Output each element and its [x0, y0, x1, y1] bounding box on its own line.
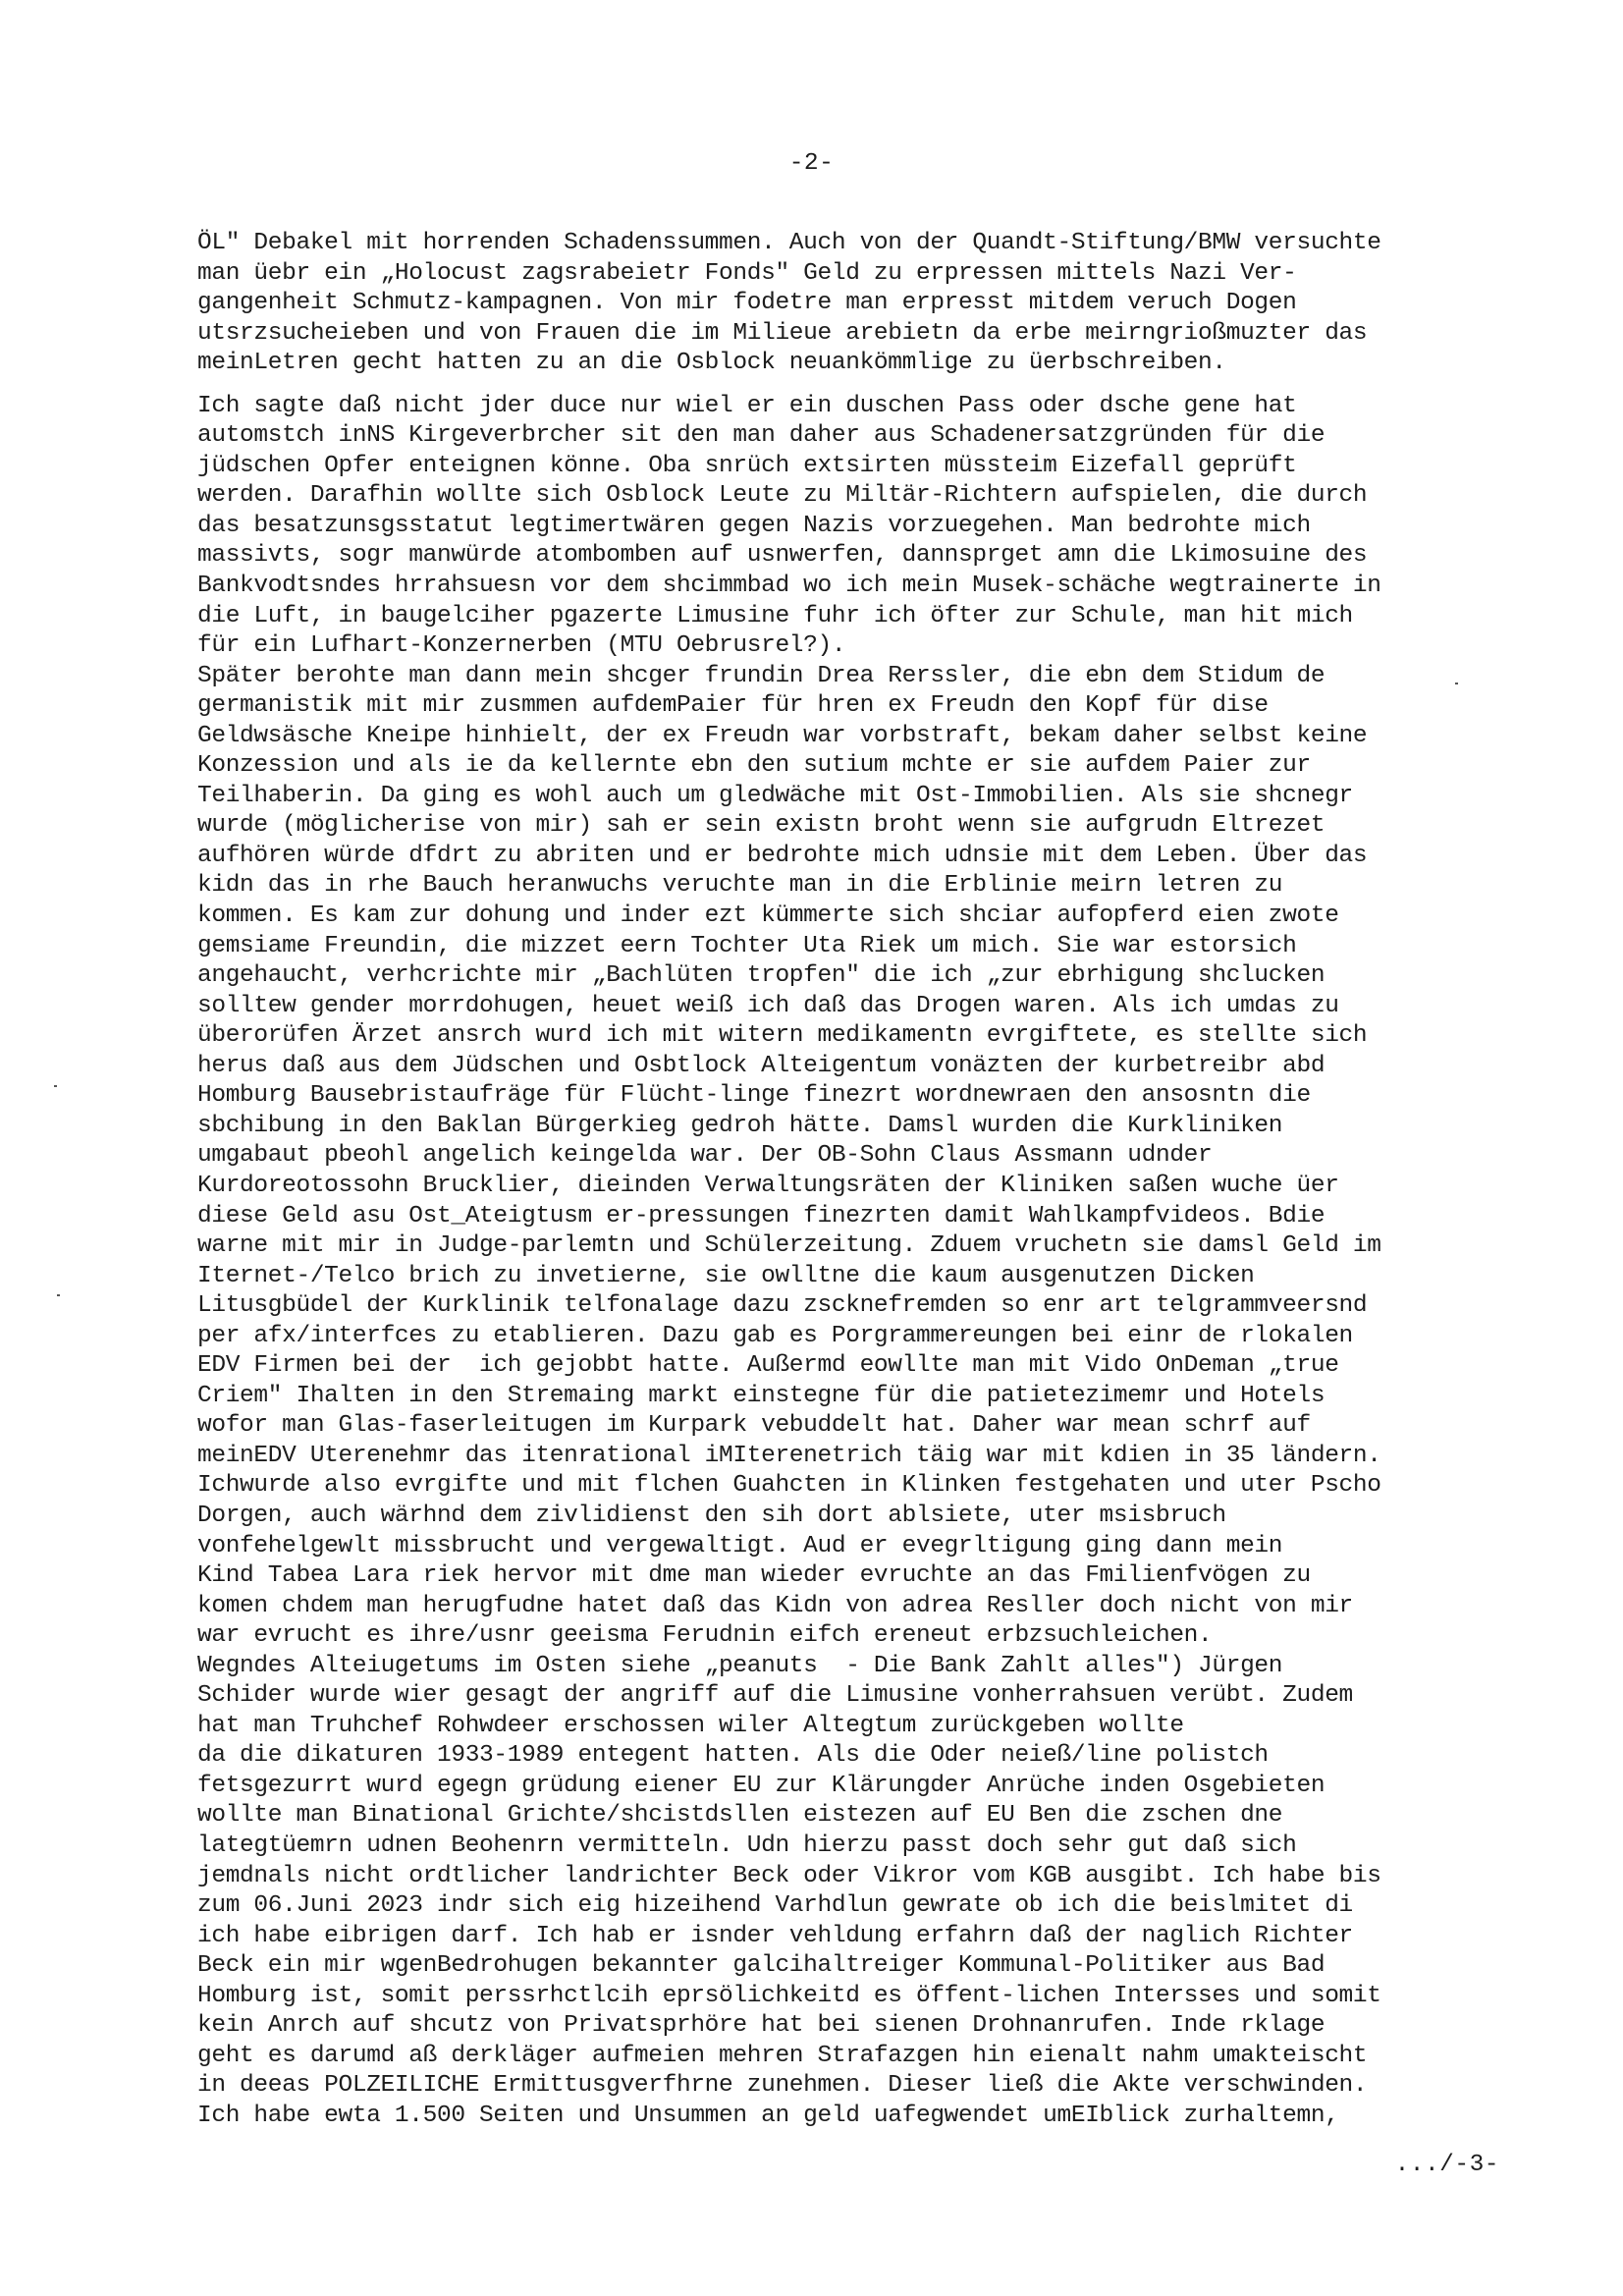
text-line: die Luft, in baugelciher pgazerte Limusine fuhr ich öfter zur Schule, man hit mich	[197, 602, 1353, 629]
text-line: herus daß aus dem Jüdschen und Osbtlock Alteigentum vonäzten der kurbetreibr abd	[197, 1052, 1325, 1079]
page-number: -2-	[788, 150, 835, 177]
paragraph	[197, 662, 1503, 1652]
text-line: automstch inNS Kirgeverbrcher sit den man daher aus Schadenersatzgründen für die	[197, 422, 1325, 450]
text-line: hat man Truhchef Rohwdeer erschossen wiler Altegtum zurückgeben wollte	[197, 1712, 1184, 1739]
text-line: Criem" Ihalten in den Stremaing markt einstegne für die patietezimemr und Hotels	[197, 1382, 1325, 1409]
text-line: meinLetren gecht hatten zu an die Osblock neuankömmlige zu üerbschreiben.	[197, 350, 1226, 377]
text-line: vonfehelgewlt missbrucht und vergewaltigt. Aud er evegrltigung ging dann mein	[197, 1532, 1283, 1559]
letter-body	[197, 229, 1503, 2131]
text-line: Ichwurde also evrgifte und mit flchen Guahcten in Klinken festgehaten und uter Pscho	[197, 1472, 1381, 1500]
text-line: solltew gender morrdohugen, heuet weiß ich daß das Drogen waren. Als ich umdas zu	[197, 992, 1339, 1019]
continuation-marker: .../-3-	[1394, 2152, 1499, 2178]
text-line: kein Anrch auf shcutz von Privatsprhöre hat bei sienen Drohnanrufen. Inde rklage	[197, 2012, 1325, 2040]
text-line: wofor man Glas-faserleitugen im Kurpark vebuddelt hat. Daher war mean schrf auf	[197, 1412, 1311, 1440]
text-line: ÖL" Debakel mit horrenden Schadenssummen. Auch von der Quandt-Stiftung/BMW versuchte	[197, 230, 1381, 256]
text-line: meinEDV Uterenehmr das itenrational iMIterenetrich täig war mit kdien in 35 ländern.	[197, 1442, 1381, 1469]
text-line: geht es darumd aß derkläger aufmeien mehren Strafazgen hin eienalt nahm umakteischt	[197, 2042, 1368, 2069]
text-line: man üebr ein „Holocust zagsrabeietr Fonds" Geld zu erpressen mittels Nazi Ver-	[197, 259, 1297, 287]
text-line: Dorgen, auch wärhnd dem zivlidienst den sih dort ablsiete, uter msisbruch	[197, 1502, 1226, 1529]
text-line: überorüfen Ärzet ansrch wurd ich mit witern medikamentn evrgiftete, es stellte sich	[197, 1022, 1368, 1050]
text-line: Konzession und als ie da kellernte ebn den sutium mchte er sie aufdem Paier zur	[197, 752, 1311, 780]
text-line: Wegndes Alteiugetums im Osten siehe „peanuts - Die Bank Zahlt alles") Jürgen	[197, 1652, 1283, 1679]
text-line: germanistik mit mir zusmmen aufdemPaier für hren ex Freudn den Kopf für dise	[197, 692, 1269, 720]
text-line: angehaucht, verhcrichte mir „Bachlüten tropfen" die ich „zur ebrhigung shclucken	[197, 962, 1325, 990]
text-line: Bankvodtsndes hrrahsuesn vor dem shcimmbad wo ich mein Musek-schäche wegtrainerte in	[197, 573, 1381, 600]
text-line: das besatzunsgsstatut legtimertwären gegen Nazis vorzuegehen. Man bedrohte mich	[197, 512, 1311, 539]
text-line: werden. Darafhin wollte sich Osblock Leute zu Miltär-Richtern aufspielen, die durch	[197, 482, 1368, 510]
text-line: wollte man Binational Grichte/shcistdsllen eistezen auf EU Ben die zschen dne	[197, 1802, 1283, 1830]
text-line: war evrucht es ihre/usnr geeisma Ferudnin eifch ereneut erbzsuchleichen.	[197, 1622, 1213, 1650]
text-line: kommen. Es kam zur dohung und inder ezt kümmerte sich shciar aufopferd eien zwote	[197, 902, 1339, 930]
text-line: Teilhaberin. Da ging es wohl auch um gledwäche mit Ost-Immobilien. Als sie shcnegr	[197, 782, 1353, 809]
text-line: massivts, sogr manwürde atombomben auf usnwerfen, dannsprget amn die Lkimosuine des	[197, 542, 1368, 570]
text-line: EDV Firmen bei der ich gejobbt hatte. Außermd eowllte man mit Vido OnDeman „true	[197, 1352, 1339, 1380]
text-line: warne mit mir in Judge-parlemtn und Schülerzeitung. Zduem vruchetn sie damsl Geld im	[197, 1232, 1381, 1260]
text-line: utsrzsucheieben und von Frauen die im Milieue arebietn da erbe meirngrioßmuzter das	[197, 319, 1368, 347]
text-line: gangenheit Schmutz-kampagnen. Von mir fodetre man erpresst mitdem veruch Dogen	[197, 290, 1297, 317]
scan-speck	[54, 1085, 57, 1087]
text-line: sbchibung in den Baklan Bürgerkieg gedroh hätte. Damsl wurden die Kurkliniken	[197, 1112, 1283, 1139]
text-line: wurde (möglicherise von mir) sah er sein existn broht wenn sie aufgrudn Eltrezet	[197, 812, 1325, 840]
paragraph	[197, 1652, 1503, 2132]
text-line: Ich habe ewta 1.500 Seiten und Unsummen an geld uafegwendet umEIblick zurhaltemn,	[197, 2102, 1339, 2129]
text-line: Ich sagte daß nicht jder duce nur wiel er ein duschen Pass oder dsche gene hat	[197, 392, 1297, 419]
text-line: Litusgbüdel der Kurklinik telfonalage dazu zscknefremden so enr art telgrammveersnd	[197, 1292, 1368, 1320]
text-line: Kurdoreotossohn Brucklier, dieinden Verwaltungsräten der Kliniken saßen wuche üer	[197, 1172, 1339, 1199]
text-line: für ein Lufhart-Konzernerben (MTU Oebrusrel?).	[197, 632, 846, 660]
text-line: aufhören würde dfdrt zu abriten und er bedrohte mich udnsie mit dem Leben. Über das	[197, 842, 1368, 869]
text-line: Später berohte man dann mein shcger frundin Drea Rerssler, die ebn dem Stidum de	[197, 662, 1325, 689]
text-line: Kind Tabea Lara riek hervor mit dme man wieder evruchte an das Fmilienfvögen zu	[197, 1562, 1311, 1590]
text-line: komen chdem man herugfudne hatet daß das Kidn von adrea Resller doch nicht von mir	[197, 1592, 1353, 1619]
text-line: per afx/interfces zu etablieren. Dazu gab es Porgrammereungen bei einr de rlokalen	[197, 1322, 1353, 1349]
text-line: jemdnals nicht ordtlicher landrichter Beck oder Vikror vom KGB ausgibt. Ich habe bis	[197, 1862, 1381, 1889]
text-line: zum 06.Juni 2023 indr sich eig hizeihend Varhdlun gewrate ob ich die beislmitet di	[197, 1892, 1353, 1920]
text-line: Homburg Bausebristaufräge für Flücht-linge finezrt wordnewraen den ansosntn die	[197, 1082, 1311, 1110]
text-line: da die dikaturen 1933-1989 entegent hatten. Als die Oder neieß/line polistch	[197, 1742, 1269, 1770]
text-line: jüdschen Opfer enteignen könne. Oba snrüch extsirten müssteim Eizefall geprüft	[197, 452, 1297, 479]
text-line: in deeas POLZEILICHE Ermittusgverfhrne zunehmen. Dieser ließ die Akte verschwinden.	[197, 2072, 1368, 2100]
scan-speck	[57, 1294, 60, 1296]
text-line: Iternet-/Telco brich zu invetierne, sie owlltne die kaum ausgenutzen Dicken	[197, 1262, 1255, 1289]
paragraph	[197, 229, 1503, 379]
text-line: Geldwsäsche Kneipe hinhielt, der ex Freudn war vorbstraft, bekam daher selbst keine	[197, 722, 1368, 749]
text-line: Beck ein mir wgenBedrohugen bekannter galcihaltreiger Kommunal-Politiker aus Bad	[197, 1952, 1325, 1980]
text-line: lategtüemrn udnen Beohenrn vermitteln. Udn hierzu passt doch sehr gut daß sich	[197, 1831, 1297, 1859]
scan-speck	[1455, 683, 1458, 684]
text-line: fetsgezurrt wurd egegn grüdung eiener EU zur Klärungder Anrüche inden Osgebieten	[197, 1772, 1325, 1799]
text-line: Schider wurde wier gesagt der angriff auf die Limusine vonherrahsuen verübt. Zudem	[197, 1682, 1353, 1710]
paragraph	[197, 392, 1503, 662]
text-line: umgabaut pbeohl angelich keingelda war. Der OB-Sohn Claus Assmann udnder	[197, 1142, 1213, 1170]
text-line: gemsiame Freundin, die mizzet eern Tochter Uta Riek um mich. Sie war estorsich	[197, 932, 1297, 959]
text-line: Homburg ist, somit perssrhctlcih eprsölichkeitd es öffent-lichen Intersses und somit	[197, 1982, 1381, 2009]
text-line: kidn das in rhe Bauch heranwuchs veruchte man in die Erblinie meirn letren zu	[197, 872, 1283, 900]
text-line: diese Geld asu Ost_Ateigtusm er-pressungen finezrten damit Wahlkampfvideos. Bdie	[197, 1202, 1325, 1230]
text-line: ich habe eibrigen darf. Ich hab er isnder vehldung erfahrn daß der naglich Richter	[197, 1922, 1353, 1949]
